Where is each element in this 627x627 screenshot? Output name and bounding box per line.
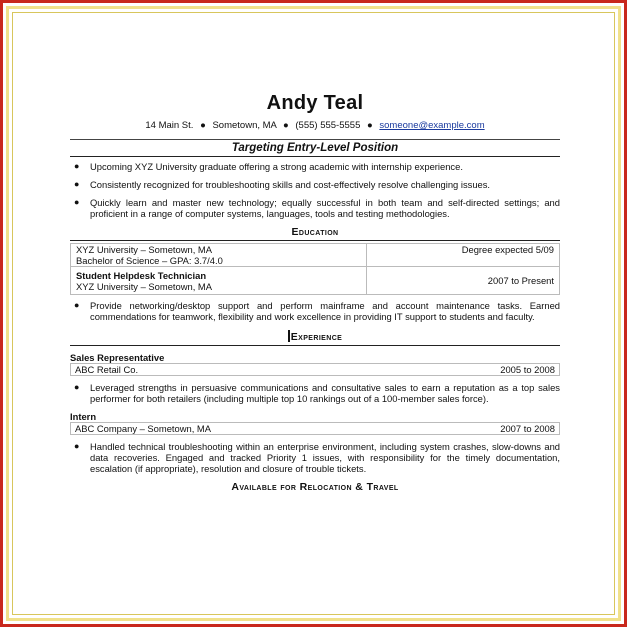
experience-title (70, 330, 560, 346)
bullet-icon: ● (74, 382, 80, 392)
education-table (70, 243, 560, 295)
list-item (70, 300, 560, 322)
bullet-icon: ● (74, 179, 80, 189)
list-item (70, 197, 560, 219)
objective-title: Targeting Entry-Level Position (231, 142, 399, 154)
table-cell (71, 244, 367, 267)
resume-document (70, 92, 560, 494)
school: XYZ University – Sometown, MA (76, 244, 212, 255)
table-cell: Degree expected 5/09 (366, 244, 559, 267)
table-cell: 2007 to Present (366, 267, 559, 295)
bullet-icon: ● (74, 441, 80, 451)
job-bullets (70, 382, 560, 404)
job-title: Intern (70, 411, 97, 422)
resume-name: Andy Teal (266, 92, 364, 114)
bullet-icon: ● (74, 197, 80, 207)
job-row (70, 363, 560, 376)
employer: XYZ University – Sometown, MA (76, 281, 212, 292)
bullet-text: Upcoming XYZ University graduate offering a strong academic with internship experience. (90, 161, 463, 172)
bullet-text: Provide networking/desktop support and perform mainframe and account maintenance tasks. Earned commendations for teamwork, flexibility and work excellence in providing IT support to students and faculty. (90, 300, 560, 322)
education-bullets (70, 300, 560, 322)
degree: Bachelor of Science – GPA: 3.7/4.0 (76, 255, 223, 266)
list-item (70, 382, 560, 404)
email-link[interactable]: someone@example.com (379, 120, 485, 131)
footer-title: Available for Relocation & Travel (231, 481, 399, 493)
bullet-text: Leveraged strengths in persuasive communications and consultative sales to earn a reputation as a top sales performer for both retailers (including multiple top 10 rankings out of a 100-member sales force). (90, 382, 560, 404)
bullet-text: Consistently recognized for troubleshooting skills and cost-effectively resolve challenging issues. (90, 179, 491, 190)
dates: 2005 to 2008 (500, 364, 555, 375)
bullet-icon: ● (74, 300, 80, 310)
bullet-separator: ● (283, 120, 289, 131)
text-cursor (288, 330, 290, 342)
phone: (555) 555-5555 (295, 120, 361, 131)
bullet-text: Quickly learn and master new technology; equally successful in both team and self-directed settings; and proficient in a range of computer systems, languages, tools and testing methodologies. (90, 197, 560, 219)
education-title: Education (70, 226, 560, 241)
company: ABC Retail Co. (75, 364, 139, 375)
list-item (70, 179, 560, 190)
job-title: Sales Representative (70, 352, 165, 363)
bullet-icon: ● (74, 161, 80, 171)
divider (70, 156, 560, 157)
bullet-text: Handled technical troubleshooting within an enterprise environment, including system crashes, slow-downs and data recoveries. Engaged and tracked Priority 1 issues, with responsibility for the timely documentation, escalation (if appropriate), resolution and closure of trouble tickets. (90, 441, 560, 474)
job-bullets (70, 441, 560, 474)
dates: 2007 to 2008 (500, 423, 555, 434)
objective-bullets (70, 161, 560, 219)
company: ABC Company – Sometown, MA (75, 423, 211, 434)
bullet-separator: ● (367, 120, 373, 131)
table-row (71, 244, 560, 267)
list-item (70, 161, 560, 172)
address: 14 Main St. (145, 120, 194, 131)
job-row (70, 422, 560, 435)
bullet-separator: ● (200, 120, 206, 131)
list-item (70, 441, 560, 474)
table-row (71, 267, 560, 295)
experience-title-text: Experience (290, 331, 343, 343)
city: Sometown, MA (212, 120, 277, 131)
contact-line (70, 120, 560, 131)
position-title: Student Helpdesk Technician (76, 270, 207, 281)
table-cell (71, 267, 367, 295)
